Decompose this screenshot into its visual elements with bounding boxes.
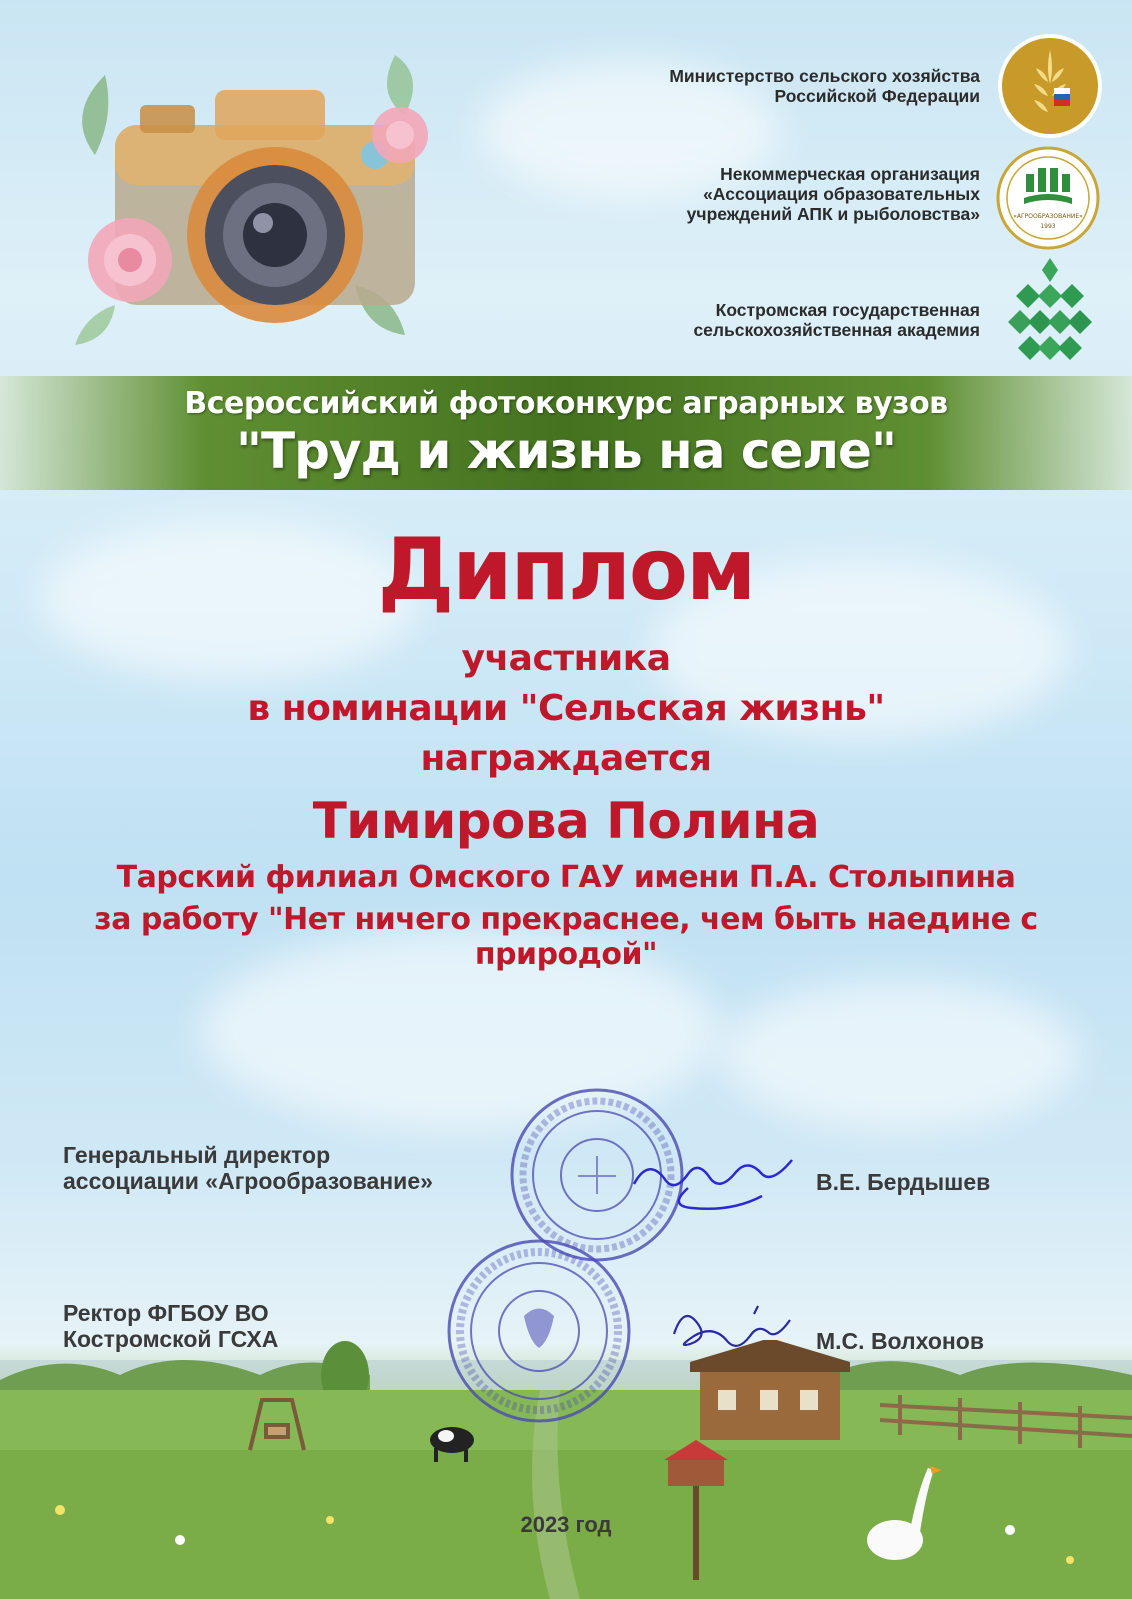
org-line: Некоммерческая организация	[720, 164, 980, 184]
diploma-awarded: награждается	[420, 738, 712, 779]
contest-subtitle: Всероссийский фотоконкурс аграрных вузов	[184, 386, 948, 421]
signatory-title-line: Генеральный директор	[63, 1142, 331, 1168]
signatory-1-title	[63, 1142, 433, 1194]
svg-text:«АГРООБРАЗОВАНИЕ»: «АГРООБРАЗОВАНИЕ»	[1013, 213, 1083, 220]
signatory-title-line: Ректор ФГБОУ ВО	[63, 1300, 269, 1326]
signatory-2-title	[63, 1300, 278, 1352]
year-label: 2023 год	[520, 1512, 612, 1537]
org-ministry	[669, 66, 980, 106]
contest-banner	[0, 376, 1132, 490]
signature-1-icon	[628, 1144, 808, 1216]
org-line: Российской Федерации	[774, 86, 980, 106]
signatory-1-name: В.Е. Бердышев	[816, 1169, 991, 1195]
camera-illustration	[55, 35, 485, 365]
diploma-heading: Диплом	[377, 520, 755, 620]
signature-2-icon	[668, 1300, 808, 1360]
signatory-2-name: М.С. Волхонов	[816, 1328, 984, 1354]
signatory-title-line: Костромской ГСХА	[63, 1326, 279, 1352]
org-line: Министерство сельского хозяйства	[669, 66, 980, 86]
diploma-participant: участника	[461, 638, 671, 679]
recipient-institution: Тарский филиал Омского ГАУ имени П.А. Столыпина	[116, 860, 1016, 895]
org-line: учреждений АПК и рыболовства»	[686, 204, 980, 224]
ministry-logo-icon	[996, 32, 1104, 140]
svg-text:1993: 1993	[1040, 223, 1056, 230]
signatory-title-line: ассоциации «Агрообразование»	[63, 1168, 433, 1194]
background-cloud	[720, 980, 1080, 1130]
diploma-nomination: в номинации "Сельская жизнь"	[247, 688, 885, 729]
org-academy	[693, 300, 980, 340]
org-line: «Ассоциация образовательных	[703, 184, 980, 204]
academy-stamp-icon	[444, 1236, 634, 1426]
org-association	[687, 164, 980, 224]
association-logo-icon	[996, 146, 1100, 250]
org-line: Костромская государственная	[715, 300, 980, 320]
contest-title: "Труд и жизнь на селе"	[235, 422, 896, 480]
academy-logo-icon	[1008, 256, 1092, 360]
work-title: за работу "Нет ничего прекраснее, чем быть наедине с природой"	[94, 902, 1038, 972]
recipient-name: Тимирова Полина	[312, 792, 820, 850]
org-line: сельскохозяйственная академия	[693, 320, 980, 340]
